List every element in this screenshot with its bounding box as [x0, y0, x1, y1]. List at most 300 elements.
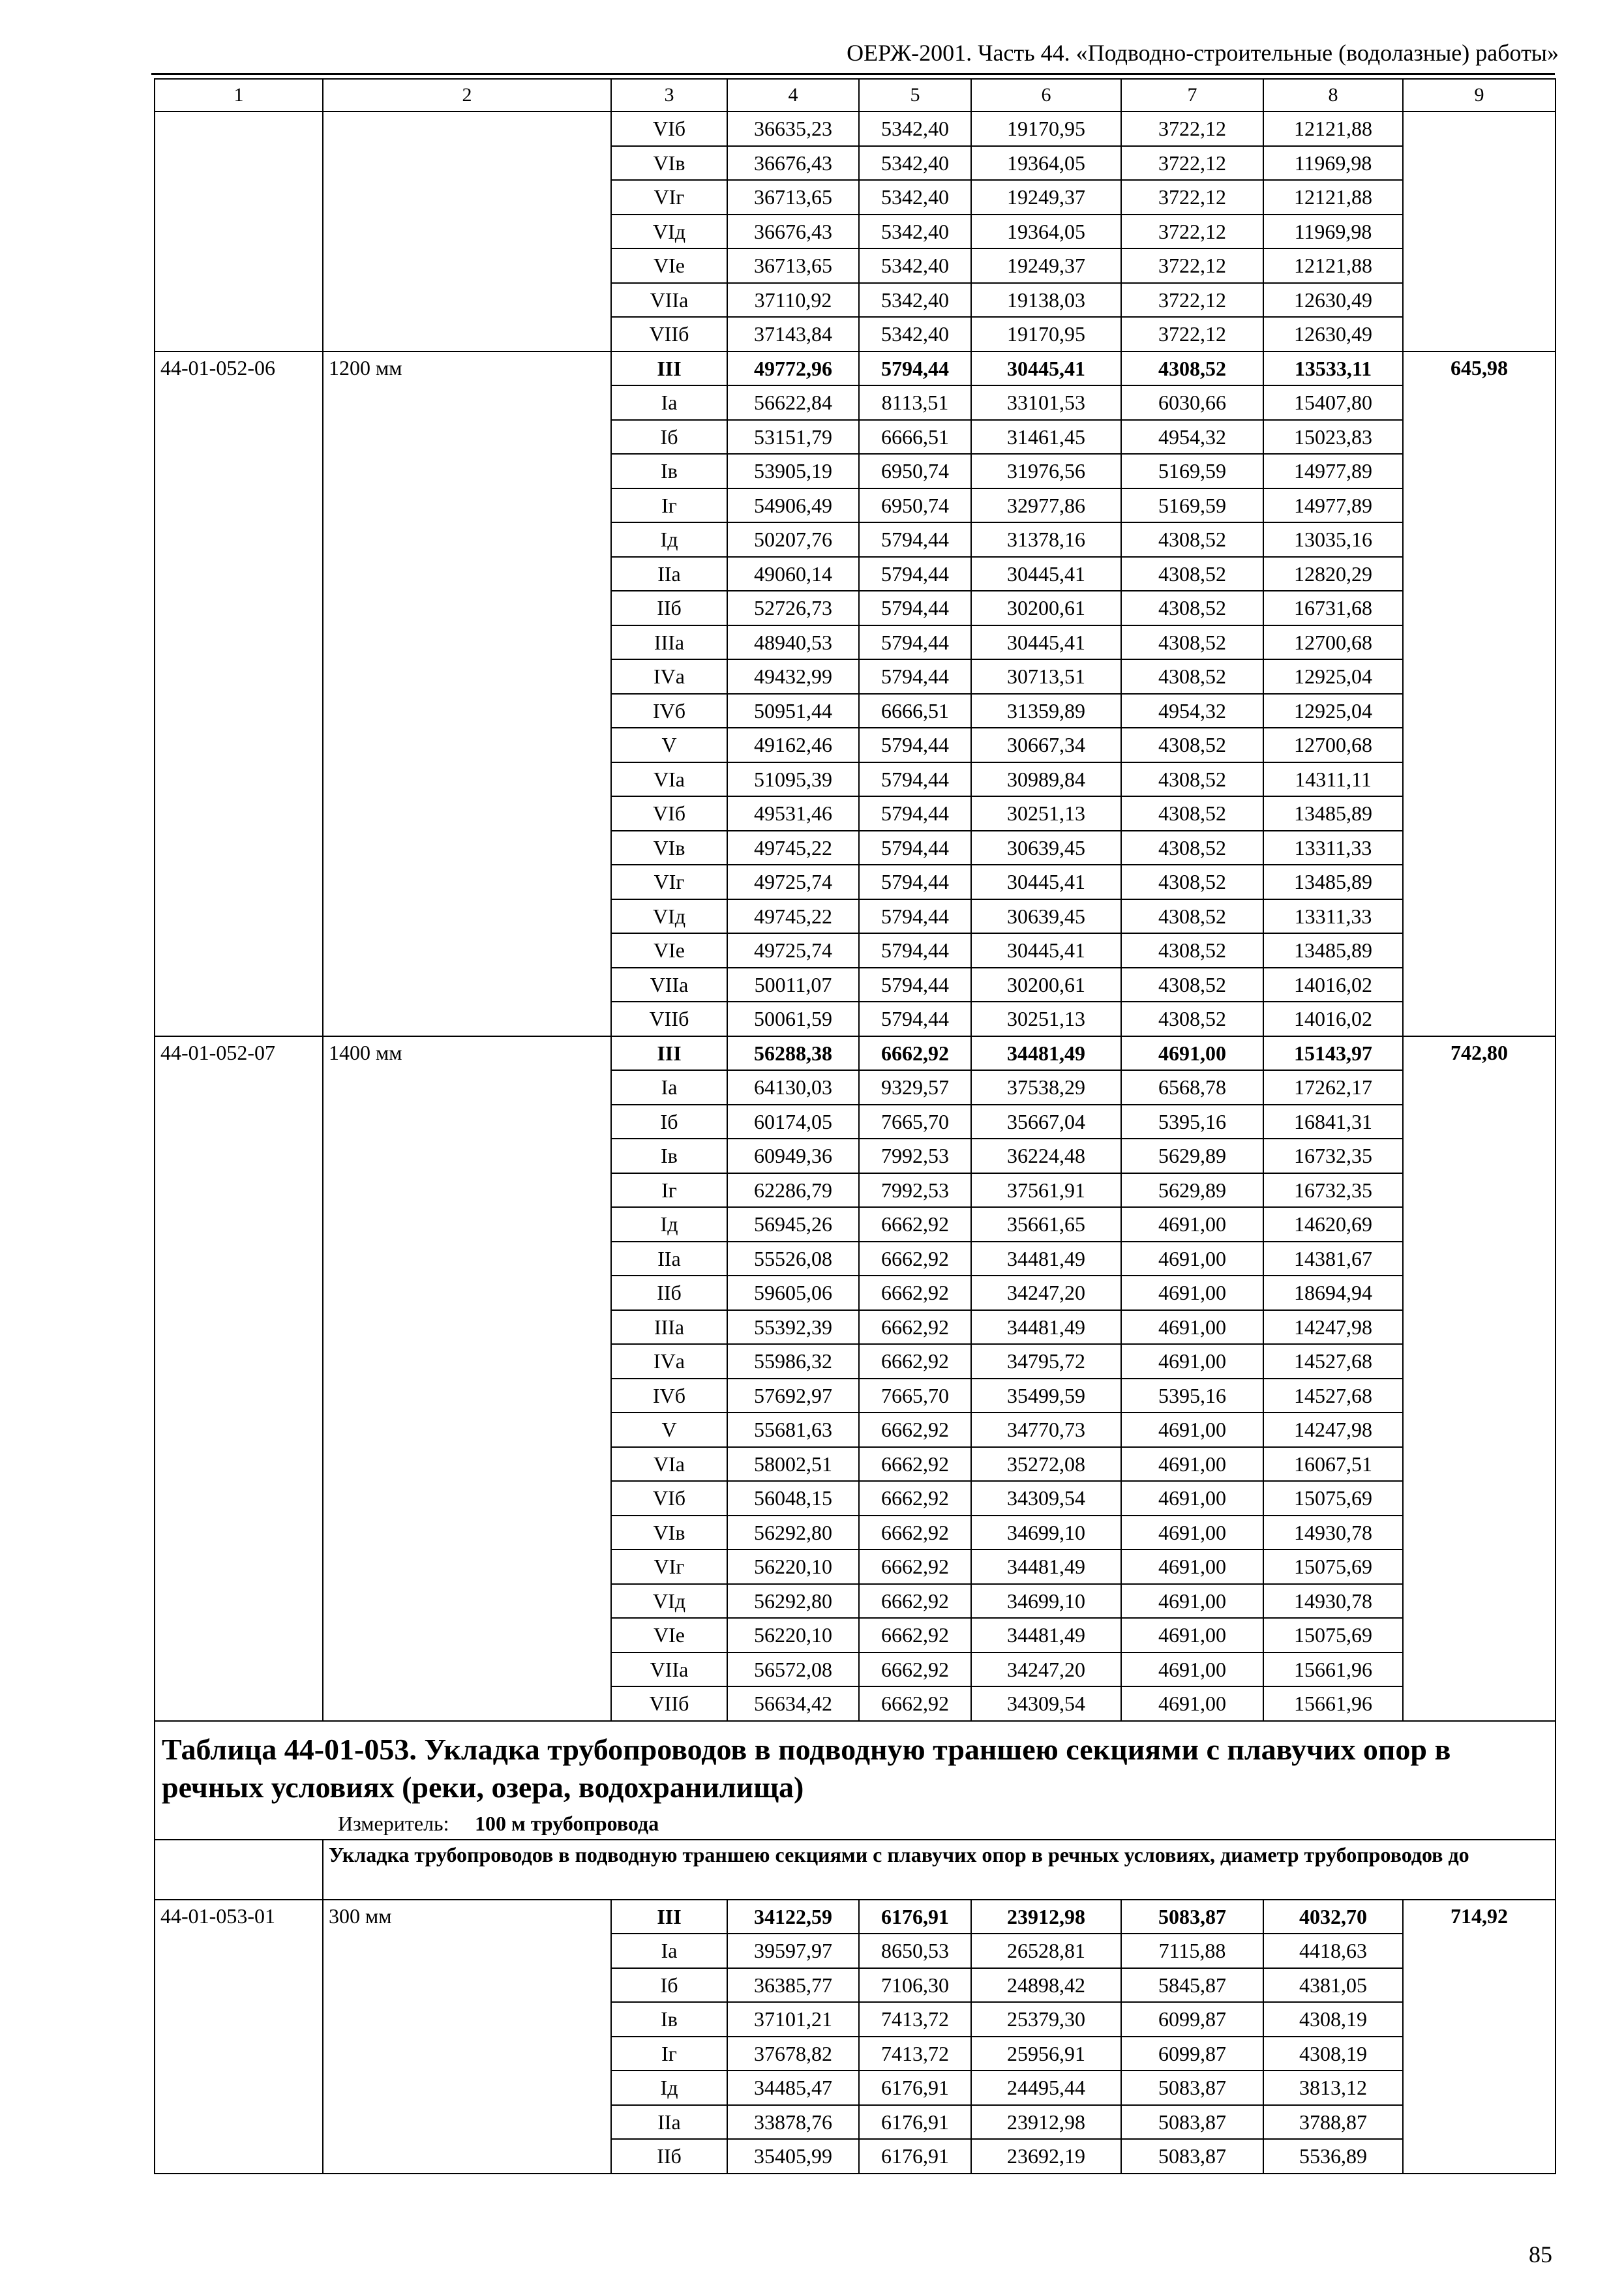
direct-costs-cell: 36676,43	[727, 146, 859, 181]
machines-cell: 30639,45	[971, 899, 1121, 934]
machines-cell: 37538,29	[971, 1070, 1121, 1105]
machines-cell: 34699,10	[971, 1584, 1121, 1619]
machines-cell: 34247,20	[971, 1276, 1121, 1310]
direct-costs-cell: 56945,26	[727, 1207, 859, 1242]
machinist-wages-cell: 4954,32	[1121, 694, 1263, 728]
machines-cell: 19138,03	[971, 283, 1121, 318]
zone-cell: IVб	[611, 1379, 727, 1413]
direct-costs-cell: 55526,08	[727, 1242, 859, 1276]
column-number: 5	[859, 79, 971, 112]
machinist-wages-cell: 6568,78	[1121, 1070, 1263, 1105]
materials-cell: 12700,68	[1263, 728, 1403, 762]
zone-cell: VIIа	[611, 283, 727, 318]
machines-cell: 34247,20	[971, 1653, 1121, 1687]
direct-costs-cell: 49772,96	[727, 352, 859, 386]
wages-cell: 5794,44	[859, 625, 971, 660]
machines-cell: 30989,84	[971, 762, 1121, 797]
wages-cell: 7665,70	[859, 1105, 971, 1139]
direct-costs-cell: 34485,47	[727, 2071, 859, 2105]
machines-cell: 25379,30	[971, 2002, 1121, 2037]
wages-cell: 7106,30	[859, 1968, 971, 2003]
column-number: 8	[1263, 79, 1403, 112]
machines-cell: 34770,73	[971, 1413, 1121, 1447]
table-title-row	[155, 1721, 1556, 1840]
table-title-cell	[155, 1721, 1556, 1840]
wages-cell: 5794,44	[859, 968, 971, 1002]
wages-cell: 6662,92	[859, 1686, 971, 1721]
direct-costs-cell: 60174,05	[727, 1105, 859, 1139]
zone-cell: VIа	[611, 1447, 727, 1482]
machinist-wages-cell: 4308,52	[1121, 831, 1263, 865]
direct-costs-cell: 33878,76	[727, 2105, 859, 2140]
zone-cell: VIIа	[611, 968, 727, 1002]
materials-cell: 14016,02	[1263, 1002, 1403, 1036]
machinist-wages-cell: 4308,52	[1121, 762, 1263, 797]
column-number-row	[155, 79, 1556, 112]
machinist-wages-cell: 4308,52	[1121, 352, 1263, 386]
machinist-wages-cell: 3722,12	[1121, 317, 1263, 352]
materials-cell: 15075,69	[1263, 1549, 1403, 1584]
direct-costs-cell: 36676,43	[727, 215, 859, 249]
zone-cell: VIб	[611, 1481, 727, 1516]
description-row	[155, 1840, 1556, 1900]
wages-cell: 6662,92	[859, 1516, 971, 1550]
wages-cell: 5794,44	[859, 1002, 971, 1036]
machinist-wages-cell: 5169,59	[1121, 488, 1263, 523]
direct-costs-cell: 48940,53	[727, 625, 859, 660]
direct-costs-cell: 50061,59	[727, 1002, 859, 1036]
zone-cell: V	[611, 1413, 727, 1447]
wages-cell: 5342,40	[859, 248, 971, 283]
wages-cell: 5794,44	[859, 762, 971, 797]
machines-cell: 30251,13	[971, 1002, 1121, 1036]
materials-cell: 13485,89	[1263, 796, 1403, 831]
zone-cell: VIг	[611, 180, 727, 215]
zone-cell: VIв	[611, 831, 727, 865]
machines-cell: 31461,45	[971, 420, 1121, 455]
machinist-wages-cell: 5169,59	[1121, 454, 1263, 488]
materials-cell: 4032,70	[1263, 1900, 1403, 1934]
materials-cell: 16732,35	[1263, 1139, 1403, 1173]
table-description: Укладка трубопроводов в подводную траншею секциями с плавучих опор в речных условиях, диаметр трубопроводов до	[323, 1840, 1556, 1900]
machinist-wages-cell: 6099,87	[1121, 2002, 1263, 2037]
zone-cell: Iд	[611, 1207, 727, 1242]
zone-cell: Iв	[611, 2002, 727, 2037]
description-spacer	[155, 1840, 323, 1900]
materials-cell: 12121,88	[1263, 248, 1403, 283]
materials-cell: 4418,63	[1263, 1934, 1403, 1968]
zone-cell: Iа	[611, 385, 727, 420]
wages-cell: 6662,92	[859, 1618, 971, 1653]
materials-cell: 13311,33	[1263, 899, 1403, 934]
zone-cell: VIд	[611, 1584, 727, 1619]
zone-cell: Iг	[611, 488, 727, 523]
materials-cell: 16067,51	[1263, 1447, 1403, 1482]
wages-cell: 5342,40	[859, 283, 971, 318]
machinist-wages-cell: 4691,00	[1121, 1276, 1263, 1310]
materials-cell: 13311,33	[1263, 831, 1403, 865]
column-number: 6	[971, 79, 1121, 112]
wages-cell: 5342,40	[859, 215, 971, 249]
direct-costs-cell: 49060,14	[727, 557, 859, 591]
machines-cell: 35661,65	[971, 1207, 1121, 1242]
direct-costs-cell: 52726,73	[727, 591, 859, 625]
machinist-wages-cell: 3722,12	[1121, 146, 1263, 181]
machinist-wages-cell: 6030,66	[1121, 385, 1263, 420]
wages-cell: 7992,53	[859, 1173, 971, 1208]
wages-cell: 6176,91	[859, 2105, 971, 2140]
header-rule	[151, 73, 1555, 75]
materials-cell: 18694,94	[1263, 1276, 1403, 1310]
machines-cell: 19364,05	[971, 146, 1121, 181]
materials-cell: 5536,89	[1263, 2139, 1403, 2174]
zone-cell: III	[611, 352, 727, 386]
materials-cell: 12925,04	[1263, 659, 1403, 694]
wages-cell: 7413,72	[859, 2037, 971, 2071]
machines-cell: 23912,98	[971, 2105, 1121, 2140]
materials-cell: 15143,97	[1263, 1036, 1403, 1071]
machinist-wages-cell: 4308,52	[1121, 625, 1263, 660]
zone-cell: VIв	[611, 1516, 727, 1550]
wages-cell: 5794,44	[859, 659, 971, 694]
materials-cell: 15075,69	[1263, 1481, 1403, 1516]
direct-costs-cell: 56220,10	[727, 1549, 859, 1584]
wages-cell: 6176,91	[859, 2139, 971, 2174]
zone-cell: Iд	[611, 2071, 727, 2105]
materials-cell: 16841,31	[1263, 1105, 1403, 1139]
machinist-wages-cell: 4691,00	[1121, 1584, 1263, 1619]
wages-cell: 5794,44	[859, 831, 971, 865]
table-title: Таблица 44-01-053. Укладка трубопроводов в подводную траншею секциями с плавучих опор в речных условиях (реки, озера, водохранилища)	[162, 1732, 1451, 1804]
direct-costs-cell: 56622,84	[727, 385, 859, 420]
machines-cell: 30445,41	[971, 557, 1121, 591]
machinist-wages-cell: 4691,00	[1121, 1242, 1263, 1276]
table-body	[155, 79, 1556, 2174]
rate-code: 44-01-053-01	[155, 1900, 323, 2174]
running-header: ОЕРЖ-2001. Часть 44. «Подводно-строительные (водолазные) работы»	[847, 40, 1559, 66]
materials-cell: 12820,29	[1263, 557, 1403, 591]
wages-cell: 8650,53	[859, 1934, 971, 1968]
zone-cell: VIб	[611, 796, 727, 831]
machinist-wages-cell: 5629,89	[1121, 1139, 1263, 1173]
column-number: 1	[155, 79, 323, 112]
machinist-wages-cell: 4308,52	[1121, 796, 1263, 831]
materials-cell: 17262,17	[1263, 1070, 1403, 1105]
table-row	[155, 352, 1556, 386]
materials-cell: 12630,49	[1263, 317, 1403, 352]
table-row	[155, 112, 1556, 146]
direct-costs-cell: 51095,39	[727, 762, 859, 797]
materials-cell: 15407,80	[1263, 385, 1403, 420]
machines-cell: 30251,13	[971, 796, 1121, 831]
machinist-wages-cell: 3722,12	[1121, 248, 1263, 283]
materials-cell: 15661,96	[1263, 1653, 1403, 1687]
wages-cell: 5794,44	[859, 865, 971, 899]
machines-cell: 34481,49	[971, 1549, 1121, 1584]
materials-cell: 12121,88	[1263, 180, 1403, 215]
page-number: 85	[1529, 2241, 1552, 2267]
materials-cell: 14930,78	[1263, 1516, 1403, 1550]
machinist-wages-cell: 4308,52	[1121, 865, 1263, 899]
machines-cell: 19364,05	[971, 215, 1121, 249]
zone-cell: IIа	[611, 557, 727, 591]
materials-cell: 14977,89	[1263, 488, 1403, 523]
direct-costs-cell: 50011,07	[727, 968, 859, 1002]
machines-cell: 24495,44	[971, 2071, 1121, 2105]
machinist-wages-cell: 5083,87	[1121, 1900, 1263, 1934]
direct-costs-cell: 56292,80	[727, 1584, 859, 1619]
wages-cell: 6176,91	[859, 2071, 971, 2105]
rate-code: 44-01-052-07	[155, 1036, 323, 1721]
machines-cell: 35272,08	[971, 1447, 1121, 1482]
materials-cell: 13035,16	[1263, 522, 1403, 557]
materials-cell: 15075,69	[1263, 1618, 1403, 1653]
zone-cell: IVа	[611, 659, 727, 694]
machinist-wages-cell: 4308,52	[1121, 728, 1263, 762]
materials-cell: 3788,87	[1263, 2105, 1403, 2140]
direct-costs-cell: 49432,99	[727, 659, 859, 694]
zone-cell: VIг	[611, 865, 727, 899]
machinist-wages-cell: 4691,00	[1121, 1549, 1263, 1584]
zone-cell: VIIб	[611, 317, 727, 352]
machinist-wages-cell: 5395,16	[1121, 1379, 1263, 1413]
machines-cell: 35499,59	[971, 1379, 1121, 1413]
zone-cell: IVа	[611, 1344, 727, 1379]
direct-costs-cell: 37101,21	[727, 2002, 859, 2037]
materials-cell: 11969,98	[1263, 215, 1403, 249]
materials-cell: 15023,83	[1263, 420, 1403, 455]
materials-cell: 13485,89	[1263, 865, 1403, 899]
diameter-name: 300 мм	[323, 1900, 611, 2174]
zone-cell: Iб	[611, 420, 727, 455]
machines-cell: 19170,95	[971, 317, 1121, 352]
wages-cell: 5794,44	[859, 557, 971, 591]
wages-cell: 5794,44	[859, 899, 971, 934]
direct-costs-cell: 53151,79	[727, 420, 859, 455]
machinist-wages-cell: 4691,00	[1121, 1686, 1263, 1721]
machines-cell: 30445,41	[971, 865, 1121, 899]
labor-total: 645,98	[1403, 352, 1556, 1036]
machinist-wages-cell: 7115,88	[1121, 1934, 1263, 1968]
machines-cell: 30200,61	[971, 968, 1121, 1002]
zone-cell: IIа	[611, 2105, 727, 2140]
materials-cell: 14381,67	[1263, 1242, 1403, 1276]
zone-cell: VIе	[611, 933, 727, 968]
materials-cell: 13533,11	[1263, 352, 1403, 386]
machines-cell: 34795,72	[971, 1344, 1121, 1379]
diameter-name: 1200 мм	[323, 352, 611, 1036]
machines-cell: 31359,89	[971, 694, 1121, 728]
wages-cell: 8113,51	[859, 385, 971, 420]
wages-cell: 5342,40	[859, 317, 971, 352]
machines-cell: 23692,19	[971, 2139, 1121, 2174]
direct-costs-cell: 58002,51	[727, 1447, 859, 1482]
machinist-wages-cell: 4691,00	[1121, 1036, 1263, 1071]
direct-costs-cell: 60949,36	[727, 1139, 859, 1173]
materials-cell: 14247,98	[1263, 1310, 1403, 1345]
machines-cell: 34699,10	[971, 1516, 1121, 1550]
direct-costs-cell: 49725,74	[727, 865, 859, 899]
machines-cell: 26528,81	[971, 1934, 1121, 1968]
machines-cell: 30200,61	[971, 591, 1121, 625]
direct-costs-cell: 56048,15	[727, 1481, 859, 1516]
direct-costs-cell: 37678,82	[727, 2037, 859, 2071]
machinist-wages-cell: 4691,00	[1121, 1481, 1263, 1516]
materials-cell: 12121,88	[1263, 112, 1403, 146]
wages-cell: 5794,44	[859, 591, 971, 625]
zone-cell: VIе	[611, 1618, 727, 1653]
labor-total: 742,80	[1403, 1036, 1556, 1721]
wages-cell: 5794,44	[859, 796, 971, 831]
machinist-wages-cell: 4308,52	[1121, 659, 1263, 694]
wages-cell: 7665,70	[859, 1379, 971, 1413]
materials-cell: 16732,35	[1263, 1173, 1403, 1208]
rates-table	[154, 78, 1556, 2174]
machinist-wages-cell: 5395,16	[1121, 1105, 1263, 1139]
machines-cell: 19170,95	[971, 112, 1121, 146]
machinist-wages-cell: 4691,00	[1121, 1447, 1263, 1482]
zone-cell: IIб	[611, 1276, 727, 1310]
wages-cell: 5794,44	[859, 933, 971, 968]
materials-cell: 14930,78	[1263, 1584, 1403, 1619]
wages-cell: 6662,92	[859, 1242, 971, 1276]
zone-cell: VIIб	[611, 1002, 727, 1036]
wages-cell: 5342,40	[859, 180, 971, 215]
wages-cell: 5794,44	[859, 522, 971, 557]
machinist-wages-cell: 4691,00	[1121, 1310, 1263, 1345]
direct-costs-cell: 36713,65	[727, 180, 859, 215]
zone-cell: IIIа	[611, 625, 727, 660]
machines-cell: 19249,37	[971, 180, 1121, 215]
wages-cell: 7992,53	[859, 1139, 971, 1173]
zone-cell: Iб	[611, 1968, 727, 2003]
wages-cell: 6662,92	[859, 1036, 971, 1071]
direct-costs-cell: 37110,92	[727, 283, 859, 318]
materials-cell: 11969,98	[1263, 146, 1403, 181]
direct-costs-cell: 56288,38	[727, 1036, 859, 1071]
direct-costs-cell: 57692,97	[727, 1379, 859, 1413]
machinist-wages-cell: 3722,12	[1121, 112, 1263, 146]
zone-cell: Iа	[611, 1934, 727, 1968]
direct-costs-cell: 54906,49	[727, 488, 859, 523]
machines-cell: 30445,41	[971, 933, 1121, 968]
materials-cell: 14247,98	[1263, 1413, 1403, 1447]
machines-cell: 31976,56	[971, 454, 1121, 488]
wages-cell: 6662,92	[859, 1584, 971, 1619]
direct-costs-cell: 56292,80	[727, 1516, 859, 1550]
machinist-wages-cell: 4308,52	[1121, 522, 1263, 557]
direct-costs-cell: 49162,46	[727, 728, 859, 762]
direct-costs-cell: 37143,84	[727, 317, 859, 352]
machines-cell: 24898,42	[971, 1968, 1121, 2003]
name-cell	[323, 112, 611, 352]
direct-costs-cell: 49531,46	[727, 796, 859, 831]
zone-cell: Iд	[611, 522, 727, 557]
wages-cell: 7413,72	[859, 2002, 971, 2037]
wages-cell: 5342,40	[859, 112, 971, 146]
wages-cell: 6662,92	[859, 1413, 971, 1447]
machinist-wages-cell: 4691,00	[1121, 1207, 1263, 1242]
zone-cell: VIа	[611, 762, 727, 797]
direct-costs-cell: 64130,03	[727, 1070, 859, 1105]
direct-costs-cell: 49745,22	[727, 899, 859, 934]
machines-cell: 19249,37	[971, 248, 1121, 283]
direct-costs-cell: 55392,39	[727, 1310, 859, 1345]
direct-costs-cell: 62286,79	[727, 1173, 859, 1208]
machinist-wages-cell: 5845,87	[1121, 1968, 1263, 2003]
zone-cell: Iг	[611, 2037, 727, 2071]
machinist-wages-cell: 4308,52	[1121, 557, 1263, 591]
zone-cell: III	[611, 1036, 727, 1071]
direct-costs-cell: 49745,22	[727, 831, 859, 865]
zone-cell: VIд	[611, 899, 727, 934]
zone-cell: III	[611, 1900, 727, 1934]
machinist-wages-cell: 4308,52	[1121, 591, 1263, 625]
zone-cell: IIа	[611, 1242, 727, 1276]
measure-line	[162, 1809, 1548, 1838]
machines-cell: 33101,53	[971, 385, 1121, 420]
column-number: 3	[611, 79, 727, 112]
machinist-wages-cell: 4691,00	[1121, 1413, 1263, 1447]
machinist-wages-cell: 5083,87	[1121, 2139, 1263, 2174]
machinist-wages-cell: 4308,52	[1121, 933, 1263, 968]
zone-cell: IIб	[611, 591, 727, 625]
zone-cell: VIв	[611, 146, 727, 181]
zone-cell: Iг	[611, 1173, 727, 1208]
machinist-wages-cell: 3722,12	[1121, 283, 1263, 318]
zone-cell: Iв	[611, 1139, 727, 1173]
materials-cell: 14620,69	[1263, 1207, 1403, 1242]
machinist-wages-cell: 4691,00	[1121, 1516, 1263, 1550]
direct-costs-cell: 53905,19	[727, 454, 859, 488]
machines-cell: 34481,49	[971, 1618, 1121, 1653]
wages-cell: 6666,51	[859, 694, 971, 728]
machines-cell: 34309,54	[971, 1481, 1121, 1516]
machinist-wages-cell: 4691,00	[1121, 1344, 1263, 1379]
materials-cell: 4381,05	[1263, 1968, 1403, 2003]
machines-cell: 37561,91	[971, 1173, 1121, 1208]
wages-cell: 6176,91	[859, 1900, 971, 1934]
materials-cell: 15661,96	[1263, 1686, 1403, 1721]
materials-cell: 14527,68	[1263, 1344, 1403, 1379]
column-number: 4	[727, 79, 859, 112]
direct-costs-cell: 34122,59	[727, 1900, 859, 1934]
machinist-wages-cell: 5629,89	[1121, 1173, 1263, 1208]
measure-label: Измеритель:	[338, 1811, 449, 1835]
column-number: 2	[323, 79, 611, 112]
materials-cell: 14977,89	[1263, 454, 1403, 488]
zone-cell: VIд	[611, 215, 727, 249]
machinist-wages-cell: 5083,87	[1121, 2071, 1263, 2105]
machinist-wages-cell: 4308,52	[1121, 899, 1263, 934]
materials-cell: 12700,68	[1263, 625, 1403, 660]
machinist-wages-cell: 3722,12	[1121, 180, 1263, 215]
direct-costs-cell: 50951,44	[727, 694, 859, 728]
machinist-wages-cell: 4691,00	[1121, 1618, 1263, 1653]
labor-total: 714,92	[1403, 1900, 1556, 2174]
table-row	[155, 1036, 1556, 1071]
direct-costs-cell: 56572,08	[727, 1653, 859, 1687]
zone-cell: IIIа	[611, 1310, 727, 1345]
machines-cell: 36224,48	[971, 1139, 1121, 1173]
wages-cell: 6662,92	[859, 1549, 971, 1584]
materials-cell: 14311,11	[1263, 762, 1403, 797]
materials-cell: 12630,49	[1263, 283, 1403, 318]
zone-cell: V	[611, 728, 727, 762]
machines-cell: 30667,34	[971, 728, 1121, 762]
machines-cell: 35667,04	[971, 1105, 1121, 1139]
machinist-wages-cell: 4308,52	[1121, 1002, 1263, 1036]
